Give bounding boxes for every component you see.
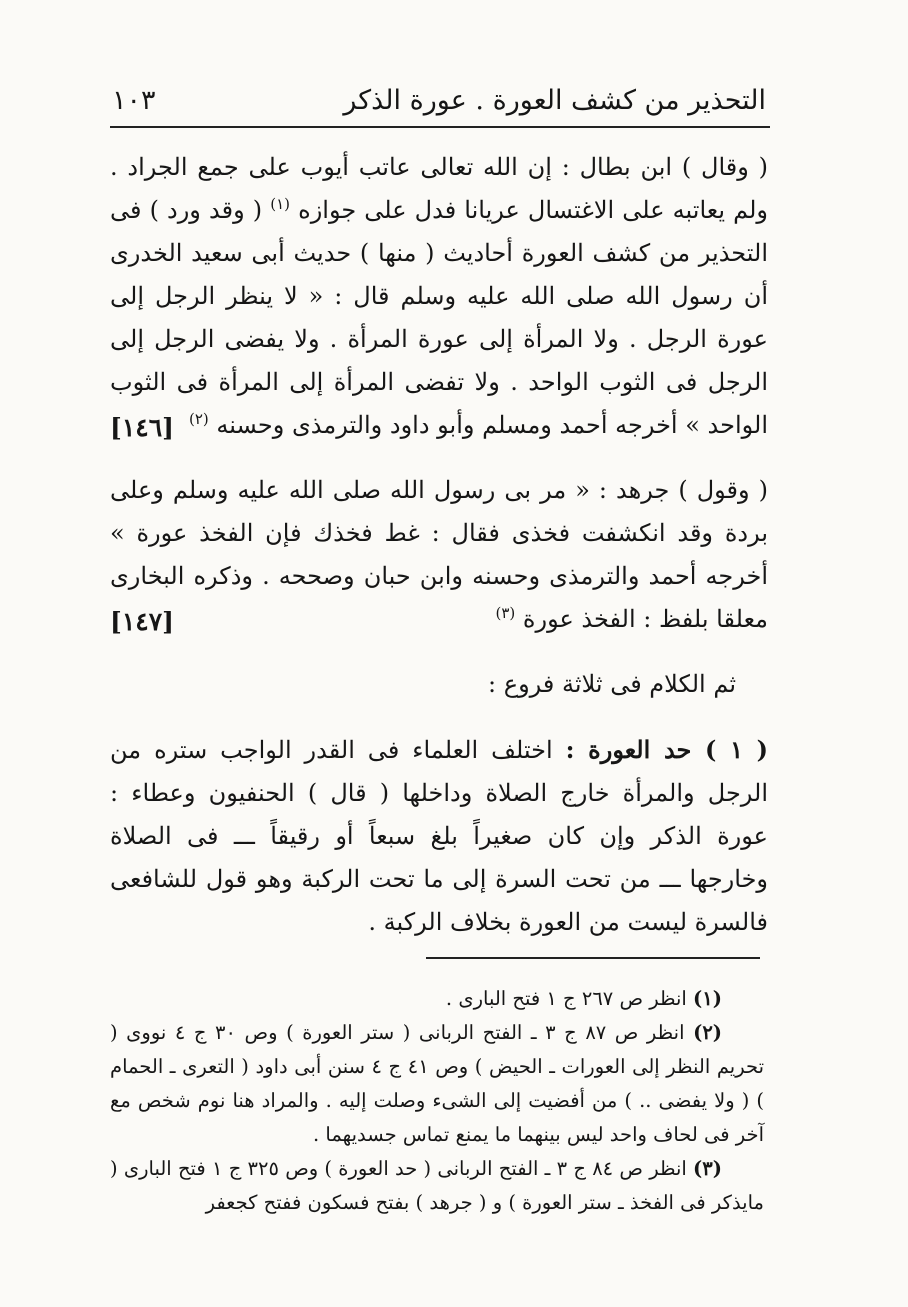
section-lead: ( ١ ) حد العورة : bbox=[565, 735, 768, 764]
footnote-2: (٢) انظر ص ٨٧ ج ٣ ـ الفتح الربانى ( ستر العورة ) وص ٣٠ ج ٤ نووى ( تحريم النظر إلى العورات ـ الحيض ) وص ٤١ ج ٤ سنن أبى داود ( التعرى ـ الحمام ) ( ولا يفضى .. ) من أفضيت إلى الشىء وصلت إليه . والمراد هنا نوم شخص مع آخر فى لحاف واحد ليس بينهما ما يمنع تماس جسديهما . bbox=[110, 1021, 765, 1146]
footnote-3: (٣) انظر ص ٨٤ ج ٣ ـ الفتح الربانى ( حد العورة ) وص ٣٢٥ ج ١ فتح البارى ( مايذكر فى الفخذ ـ ستر العورة ) و ( جرهد ) بفتح فسكون ففتح كجعفر bbox=[110, 1157, 764, 1214]
running-title: التحذير من كشف العورة . عورة الذكر bbox=[343, 84, 766, 116]
paragraph-ibn-battal: ( وقال ) ابن بطال : إن الله تعالى عاتب أيوب على جمع الجراد . ولم يعاتبه على الاغتسال عريانا فدل على جوازه $^{(١)}$ ( وقد ورد ) فى التحذير من كشف العورة أحاديث ( منها ) حديث أبى سعيد الخدرى أن رسول الله صلى الله عليه وسلم قال : « لا ينظر الرجل إلى عورة الرجل . ولا المرأة إلى عورة المرأة . ولا يفضى الرجل إلى الرجل فى الثوب الواحد . ولا تفضى المرأة إلى المرأة فى الثوب الواحد » أخرجه أحمد ومسلم وأبو داود والترمذى وحسنه $^{(٢)}$ [١٤٦] bbox=[110, 146, 768, 447]
footnotes bbox=[110, 982, 764, 1220]
footnote-ref-1: (١) bbox=[270, 195, 291, 213]
paragraph-awrah-limit: ( ١ ) حد العورة : اختلف العلماء فى القدر الواجب ستره من الرجل والمرأة خارج الصلاة وداخلها ( قال ) الحنفيون وعطاء : عورة الذكر وإن كان صغيراً بلغ سبعاً أو رقيقاً ـــ فى الصلاة وخارجها ـــ من تحت السرة إلى ما تحت الركبة وهو قول للشافعى فالسرة ليست من العورة بخلاف الركبة . bbox=[110, 735, 768, 936]
footnote-rule bbox=[426, 957, 760, 959]
header-rule bbox=[110, 126, 770, 128]
hadith-number-146: [١٤٦] bbox=[110, 413, 174, 442]
page-number: ١٠٣ bbox=[112, 84, 156, 116]
main-text bbox=[110, 146, 768, 944]
footnote-ref-3: (٣) bbox=[495, 604, 516, 622]
footnote-ref-2: (٢) bbox=[188, 410, 209, 428]
hadith-number-147: [١٤٧] bbox=[110, 607, 174, 636]
paragraph-jarhad: ( وقول ) جرهد : « مر بى رسول الله صلى الله عليه وسلم وعلى بردة وقد انكشفت فخذى فقال : غط فخذك فإن الفخذ عورة » أخرجه أحمد والترمذى وحسنه وابن حبان وصححه . وذكره البخارى معلقا بلفظ : الفخذ عورة $^{(٣)}$ [١٤٧] bbox=[110, 469, 768, 641]
paragraph-three-branches: ثم الكلام فى ثلاثة فروع : bbox=[488, 670, 736, 698]
footnote-1: (١) انظر ص ٢٦٧ ج ١ فتح البارى . bbox=[445, 987, 722, 1010]
page-header bbox=[112, 78, 766, 122]
